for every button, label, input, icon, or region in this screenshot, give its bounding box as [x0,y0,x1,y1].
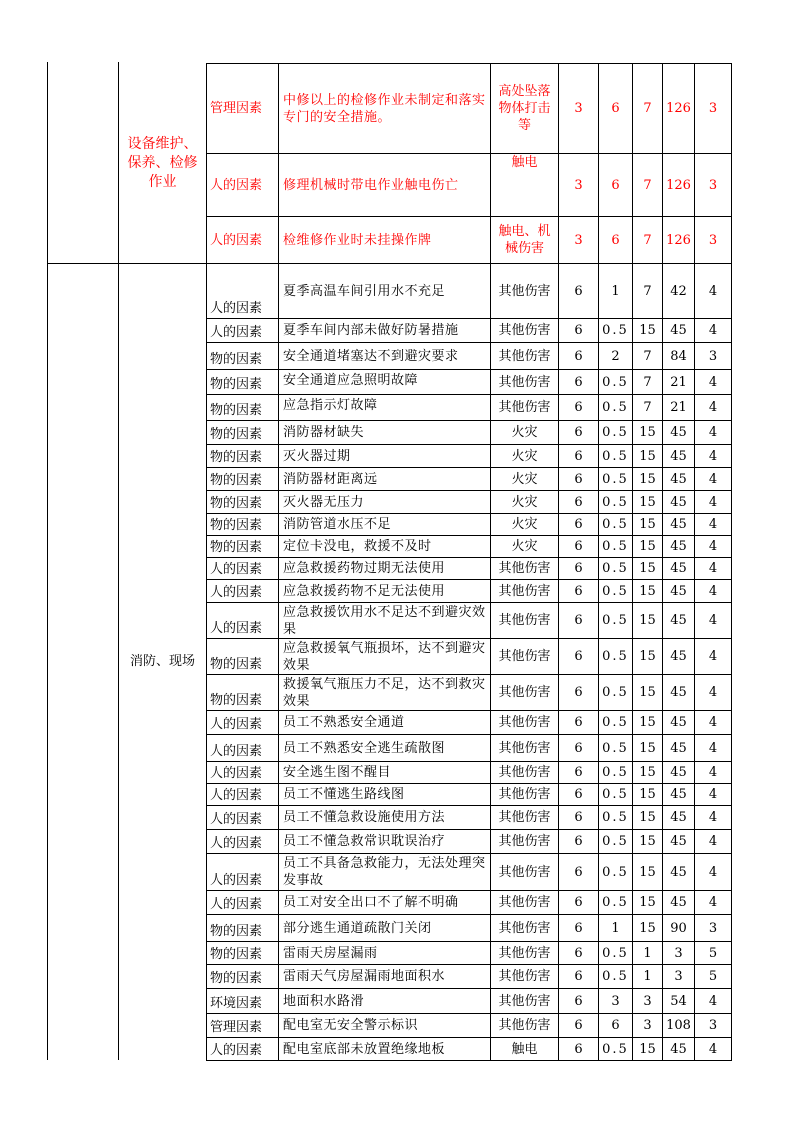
factor-cell: 人的因素 [210,788,263,803]
likelihood-cell: 6 [574,810,583,825]
consequence-score-cell: 3 [643,1018,652,1033]
hazard-cell: 应急救援饮用水不足达不到避灾效果 [283,604,486,637]
consequence-score-cell: 15 [639,895,656,910]
factor-cell: 物的因素 [210,971,263,986]
risk-level-cell: 4 [708,323,718,338]
likelihood-cell: 6 [574,425,583,440]
risk-level-cell: 4 [708,765,718,780]
hazard-cell: 修理机械时带电作业触电伤亡 [283,177,459,193]
consequence-score-cell: 15 [639,494,656,510]
consequence-cell: 其他伤害 [498,945,551,961]
hazard-cell: 灭火器无压力 [283,494,365,510]
hazard-cell: 员工不熟悉安全通道 [283,715,405,730]
consequence-cell: 其他伤害 [498,613,551,628]
risk-score-cell: 126 [666,177,691,193]
likelihood-cell: 6 [574,471,583,487]
exposure-cell: 0.5 [602,765,629,780]
risk-score-cell: 90 [670,920,687,936]
exposure-cell: 0.5 [602,810,629,825]
risk-score-cell: 45 [670,583,687,599]
exposure-cell: 0.5 [602,583,629,599]
consequence-cell: 火灾 [511,448,538,464]
hazard-cell: 员工不具备急救能力，无法处理突发事故 [283,856,486,888]
exposure-cell: 0.5 [602,685,629,700]
likelihood-cell: 6 [574,1018,583,1033]
consequence-cell: 其他伤害 [498,1018,551,1033]
risk-score-cell: 3 [674,945,683,961]
likelihood-cell: 6 [574,920,583,936]
factor-cell: 人的因素 [210,621,263,636]
consequence-score-cell: 1 [643,945,652,961]
likelihood-cell: 6 [574,649,583,664]
factor-cell: 物的因素 [210,473,263,488]
risk-level-cell: 4 [708,834,718,849]
consequence-score-cell: 7 [643,101,652,116]
risk-level-cell: 4 [708,685,718,700]
risk-level-cell: 4 [708,517,718,532]
exposure-cell: 0.5 [602,834,629,849]
hazard-cell: 消防管道水压不足 [283,517,392,532]
risk-level-cell: 4 [708,374,718,390]
consequence-score-cell: 7 [643,400,652,415]
likelihood-cell: 6 [574,685,583,700]
risk-score-cell: 45 [670,685,687,700]
likelihood-cell: 6 [574,765,583,780]
consequence-cell: 其他伤害 [498,969,551,984]
risk-level-cell: 4 [708,539,718,554]
consequence-score-cell: 15 [639,539,656,554]
exposure-cell: 6 [611,101,620,116]
hazard-cell: 应急救援药物过期无法使用 [283,561,446,576]
factor-cell: 物的因素 [210,403,263,418]
exposure-cell: 3 [611,993,620,1009]
exposure-cell: 0.5 [602,517,629,532]
consequence-cell: 其他伤害 [498,685,551,700]
consequence-cell: 其他伤害 [498,715,551,730]
risk-score-cell: 126 [666,101,691,116]
consequence-score-cell: 15 [639,1041,656,1057]
exposure-cell: 0.5 [602,787,629,802]
risk-level-cell: 3 [708,177,718,193]
likelihood-cell: 6 [574,969,583,984]
factor-cell: 管理因素 [210,101,263,116]
consequence-cell: 其他伤害 [498,920,551,936]
factor-cell: 人的因素 [210,836,263,851]
factor-cell: 物的因素 [210,947,263,962]
consequence-cell: 触电 [511,1041,538,1057]
risk-score-cell: 45 [670,649,687,664]
consequence-cell: 火灾 [511,494,538,510]
risk-level-cell: 4 [708,494,718,510]
risk-score-cell: 84 [670,348,687,364]
column-divider [47,62,48,1060]
exposure-cell: 0.5 [602,740,629,756]
risk-score-cell: 45 [670,448,687,464]
consequence-cell: 其他伤害 [498,810,551,825]
risk-score-cell: 45 [670,895,687,910]
factor-cell: 人的因素 [210,717,263,732]
factor-cell: 物的因素 [210,540,263,555]
likelihood-cell: 6 [574,715,583,730]
likelihood-cell: 6 [574,348,583,364]
risk-score-cell: 45 [670,561,687,576]
factor-cell: 物的因素 [210,377,263,392]
risk-score-cell: 45 [670,810,687,825]
category-line: 作业 [148,173,177,190]
consequence-score-cell: 15 [639,471,656,487]
factor-cell: 物的因素 [210,693,263,708]
likelihood-cell: 3 [574,177,583,193]
risk-score-cell: 21 [670,400,687,415]
consequence-cell: 其他伤害 [498,787,551,802]
hazard-cell: 雷雨天房屋漏雨 [283,945,378,961]
risk-level-cell: 3 [708,920,718,936]
consequence-score-cell: 15 [639,810,656,825]
factor-cell: 物的因素 [210,427,263,442]
risk-level-cell: 4 [708,1041,718,1057]
consequence-cell: 其他伤害 [498,374,551,390]
hazard-cell: 安全逃生图不醒目 [283,765,392,780]
risk-level-cell: 5 [708,945,718,961]
likelihood-cell: 6 [574,323,583,338]
risk-level-cell: 4 [708,715,718,730]
factor-cell: 人的因素 [210,766,263,781]
hazard-cell: 应急救援药物不足无法使用 [283,583,446,599]
exposure-cell: 0.5 [602,715,629,730]
consequence-score-cell: 7 [643,177,652,193]
risk-level-cell: 4 [708,448,718,464]
factor-cell: 人的因素 [210,812,263,827]
factor-cell: 环境因素 [210,996,263,1011]
consequence-score-cell: 15 [639,834,656,849]
consequence-score-cell: 15 [639,583,656,599]
likelihood-cell: 3 [574,232,583,248]
factor-cell: 人的因素 [210,325,263,340]
factor-cell: 人的因素 [210,873,263,888]
risk-score-cell: 45 [670,471,687,487]
risk-score-cell: 126 [666,232,691,248]
hazard-cell: 员工对安全出口不了解不明确 [283,895,459,910]
factor-cell: 管理因素 [210,1020,263,1035]
consequence-score-cell: 3 [643,993,652,1009]
risk-score-cell: 45 [670,715,687,730]
risk-score-cell: 45 [670,834,687,849]
consequence-score-cell: 7 [643,348,652,364]
risk-score-cell: 45 [670,517,687,532]
hazard-cell: 夏季车间内部未做好防暑措施 [283,323,459,338]
risk-score-cell: 108 [666,1018,691,1033]
risk-score-cell: 45 [670,740,687,756]
factor-cell: 物的因素 [210,450,263,465]
exposure-cell: 0.5 [602,895,629,910]
consequence-score-cell: 7 [643,374,652,390]
exposure-cell: 0.5 [602,448,629,464]
risk-score-cell: 42 [670,283,687,299]
consequence-cell: 高处坠落物体打击等 [498,84,551,133]
risk-level-cell: 4 [708,561,718,576]
exposure-cell: 0.5 [602,561,629,576]
consequence-score-cell: 15 [639,613,656,628]
consequence-cell: 其他伤害 [498,583,551,599]
likelihood-cell: 6 [574,740,583,756]
exposure-cell: 0.5 [602,539,629,554]
exposure-cell: 0.5 [602,471,629,487]
exposure-cell: 6 [611,232,620,248]
exposure-cell: 0.5 [602,374,629,390]
risk-score-cell: 45 [670,539,687,554]
risk-score-cell: 45 [670,1041,687,1057]
exposure-cell: 0.5 [602,649,629,664]
hazard-cell: 配电室无安全警示标识 [283,1018,419,1033]
factor-cell: 人的因素 [210,585,263,600]
hazard-cell: 员工不懂逃生路线图 [283,787,405,802]
risk-level-cell: 4 [708,471,718,487]
likelihood-cell: 6 [574,494,583,510]
consequence-score-cell: 15 [639,448,656,464]
exposure-cell: 6 [611,1018,620,1033]
risk-level-cell: 4 [708,787,718,802]
consequence-cell: 其他伤害 [498,561,551,576]
hazard-cell: 雷雨天气房屋漏雨地面积水 [283,969,446,984]
risk-level-cell: 4 [708,864,718,880]
hazard-cell: 救援氧气瓶压力不足，达不到救灾效果 [283,676,486,709]
risk-score-cell: 45 [670,323,687,338]
consequence-cell: 触电 [511,155,538,170]
factor-cell: 物的因素 [210,496,263,511]
category-cell [119,63,206,263]
consequence-score-cell: 15 [639,517,656,532]
category-line: 保养、检修 [127,154,198,171]
hazard-cell: 应急指示灯故障 [283,398,378,413]
consequence-score-cell: 15 [639,425,656,440]
category-line: 设备维护、 [127,135,198,152]
factor-cell: 人的因素 [210,744,263,759]
factor-cell: 人的因素 [210,897,263,912]
risk-score-cell: 45 [670,787,687,802]
consequence-score-cell: 15 [639,740,656,756]
hazard-cell: 配电室底部未放置绝缘地板 [283,1041,446,1057]
likelihood-cell: 6 [574,993,583,1009]
exposure-cell: 0.5 [602,323,629,338]
risk-level-cell: 4 [708,583,718,599]
likelihood-cell: 3 [574,101,583,116]
likelihood-cell: 6 [574,945,583,961]
exposure-cell: 2 [611,348,620,364]
risk-level-cell: 3 [708,1018,718,1033]
hazard-cell: 安全通道应急照明故障 [283,373,419,388]
factor-cell: 物的因素 [210,518,263,533]
consequence-score-cell: 7 [643,232,652,248]
exposure-cell: 0.5 [602,945,629,961]
consequence-cell: 其他伤害 [498,740,551,756]
consequence-cell: 其他伤害 [498,348,551,364]
risk-score-cell: 45 [670,494,687,510]
risk-level-cell: 4 [708,740,718,756]
risk-score-cell: 21 [670,374,687,390]
category-cell: 消防、现场 [129,654,195,669]
risk-level-cell: 4 [708,283,718,299]
consequence-cell: 火灾 [511,471,538,487]
risk-score-cell: 3 [674,969,683,984]
exposure-cell: 0.5 [602,400,629,415]
consequence-cell: 火灾 [511,517,538,532]
consequence-score-cell: 15 [639,765,656,780]
risk-level-cell: 4 [708,895,718,910]
hazard-cell: 灭火器过期 [283,448,351,464]
hazard-cell: 地面积水路滑 [283,993,365,1009]
exposure-cell: 0.5 [602,425,629,440]
risk-level-cell: 4 [708,810,718,825]
factor-cell: 人的因素 [210,1043,263,1058]
consequence-cell: 触电、机械伤害 [498,224,551,256]
hazard-cell: 员工不懂急救常识耽误治疗 [283,834,446,849]
hazard-cell: 消防器材距离远 [283,471,378,487]
exposure-cell: 0.5 [602,494,629,510]
column-divider [731,63,732,1061]
likelihood-cell: 6 [574,517,583,532]
hazard-cell: 中修以上的检修作业未制定和落实专门的安全措施。 [283,92,486,125]
consequence-cell: 其他伤害 [498,649,551,664]
consequence-cell: 火灾 [511,425,538,440]
factor-cell: 物的因素 [210,352,263,367]
risk-level-cell: 3 [708,348,718,364]
risk-level-cell: 4 [708,425,718,440]
consequence-cell: 其他伤害 [498,864,551,880]
risk-score-cell: 45 [670,765,687,780]
consequence-cell: 其他伤害 [498,400,551,415]
likelihood-cell: 6 [574,283,583,299]
likelihood-cell: 6 [574,561,583,576]
risk-level-cell: 3 [708,101,718,116]
likelihood-cell: 6 [574,834,583,849]
consequence-score-cell: 1 [643,969,652,984]
factor-cell: 人的因素 [210,562,263,577]
likelihood-cell: 6 [574,787,583,802]
exposure-cell: 6 [611,177,620,193]
risk-level-cell: 3 [708,232,718,248]
likelihood-cell: 6 [574,448,583,464]
consequence-score-cell: 15 [639,920,656,936]
factor-cell: 人的因素 [210,177,263,193]
consequence-cell: 火灾 [511,539,538,554]
risk-score-cell: 54 [670,993,687,1009]
risk-level-cell: 4 [708,649,718,664]
factor-cell: 物的因素 [210,657,263,672]
factor-cell: 物的因素 [210,924,263,939]
consequence-score-cell: 15 [639,685,656,700]
exposure-cell: 0.5 [602,613,629,628]
risk-score-cell: 45 [670,613,687,628]
exposure-cell: 0.5 [602,864,629,880]
likelihood-cell: 6 [574,895,583,910]
consequence-score-cell: 15 [639,323,656,338]
likelihood-cell: 6 [574,374,583,390]
exposure-cell: 0.5 [602,1041,629,1057]
likelihood-cell: 6 [574,864,583,880]
hazard-cell: 定位卡没电，救援不及时 [283,539,432,554]
likelihood-cell: 6 [574,583,583,599]
hazard-cell: 部分逃生通道疏散门关闭 [283,920,432,936]
likelihood-cell: 6 [574,613,583,628]
consequence-cell: 其他伤害 [498,895,551,910]
risk-level-cell: 4 [708,613,718,628]
consequence-cell: 其他伤害 [498,283,551,299]
exposure-cell: 1 [611,920,620,936]
consequence-score-cell: 15 [639,649,656,664]
hazard-cell: 员工不熟悉安全逃生疏散图 [283,740,446,756]
exposure-cell: 0.5 [602,969,629,984]
factor-cell: 人的因素 [210,232,263,248]
consequence-cell: 其他伤害 [498,323,551,338]
consequence-cell: 其他伤害 [498,993,551,1009]
consequence-cell: 其他伤害 [498,765,551,780]
consequence-score-cell: 7 [643,283,652,299]
likelihood-cell: 6 [574,539,583,554]
consequence-score-cell: 15 [639,864,656,880]
risk-score-cell: 45 [670,864,687,880]
hazard-cell: 夏季高温车间引用水不充足 [283,283,446,299]
risk-level-cell: 4 [708,400,718,415]
consequence-cell: 其他伤害 [498,834,551,849]
hazard-cell: 消防器材缺失 [283,425,365,440]
hazard-cell: 安全通道堵塞达不到避灾要求 [283,348,459,364]
hazard-cell: 应急救援氧气瓶损坏，达不到避灾效果 [283,640,486,673]
row-divider [206,1060,732,1061]
likelihood-cell: 6 [574,400,583,415]
risk-level-cell: 5 [708,969,718,984]
consequence-score-cell: 15 [639,715,656,730]
exposure-cell: 1 [611,283,620,299]
risk-score-cell: 45 [670,425,687,440]
consequence-score-cell: 15 [639,787,656,802]
factor-cell: 人的因素 [210,301,263,316]
hazard-cell: 检维修作业时未挂操作牌 [283,232,432,248]
hazard-cell: 员工不懂急救设施使用方法 [283,810,446,825]
risk-level-cell: 4 [708,993,718,1009]
consequence-score-cell: 15 [639,561,656,576]
likelihood-cell: 6 [574,1041,583,1057]
